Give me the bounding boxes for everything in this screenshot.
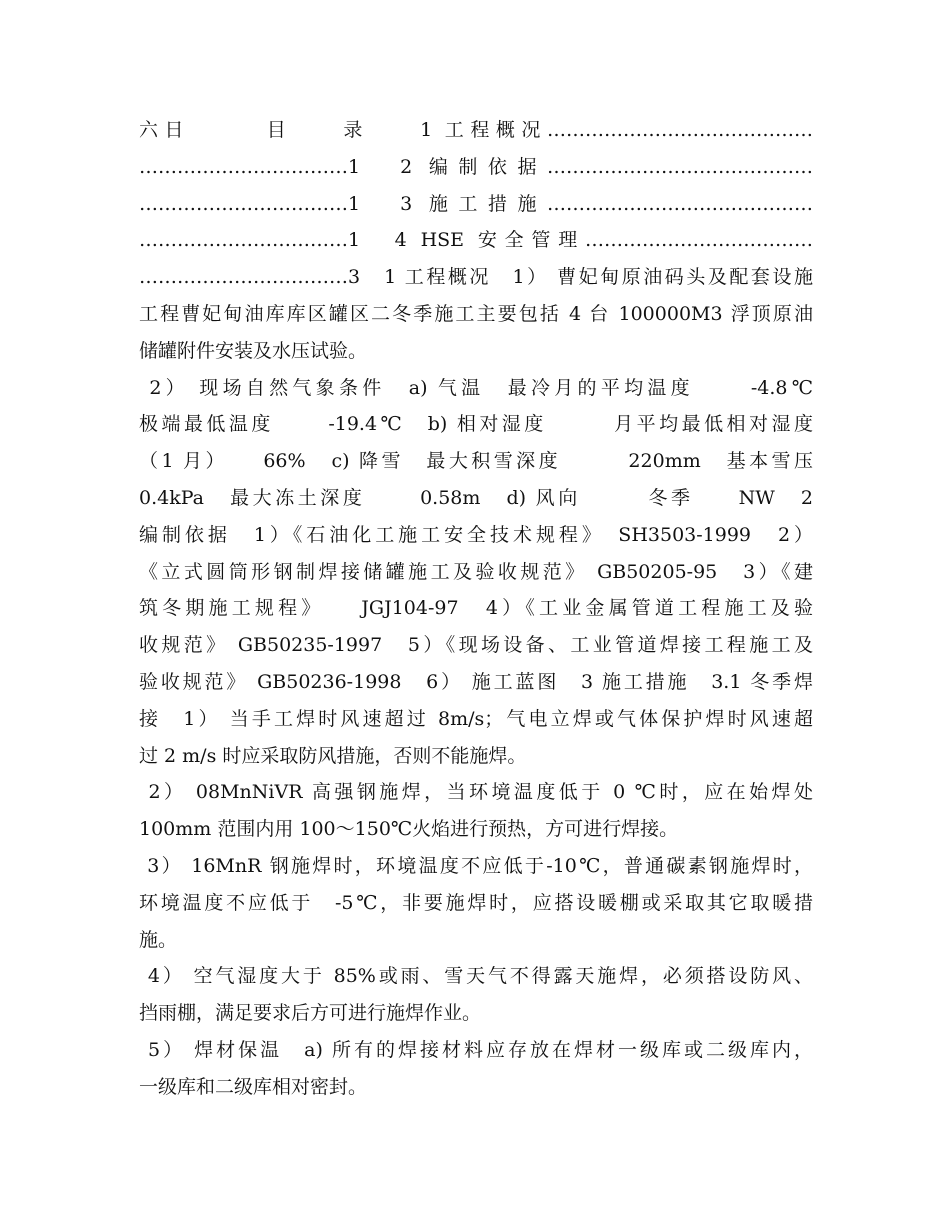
body-line: 过 2 m/s 时应采取防风措施，否则不能施焊。 — [139, 744, 527, 767]
body-line: 3） 16MnR 钢施焊时，环境温度不应低于-10℃，普通碳素钢施焊时， — [139, 854, 813, 877]
body-line: 2） 现场自然气象条件 a) 气温 最冷月的平均温度 -4.8℃ — [139, 376, 813, 399]
body-line: 5） 焊材保温 a) 所有的焊接材料应存放在焊材一级库或二级库内， — [139, 1038, 813, 1061]
body-line: 0.4kPa 最大冻土深度 0.58m d) 风向 冬季 NW 2 — [139, 486, 813, 509]
body-line: 编制依据 1）《石油化工施工安全技术规程》 SH3503-1999 2） — [139, 523, 813, 546]
body-line: 100mm 范围内用 100～150℃火焰进行预热，方可进行焊接。 — [139, 818, 679, 841]
body-line: 一级库和二级库相对密封。 — [139, 1075, 368, 1098]
document-body — [139, 112, 813, 1106]
body-line: 筑冬期施工规程》 JGJ104-97 4）《工业金属管道工程施工及验 — [139, 597, 813, 620]
toc-line: ……………………………1 3 施工措施…………………………………… — [139, 192, 813, 215]
body-line: 环境温度不应低于 -5℃，非要施焊时，应搭设暖棚或采取其它取暖措 — [139, 891, 813, 914]
body-line: 极端最低温度 -19.4℃ b) 相对湿度 月平均最低相对湿度 — [139, 413, 813, 436]
body-line: 接 1） 当手工焊时风速超过 8m/s；气电立焊或气体保护焊时风速超 — [139, 707, 813, 730]
body-line: 工程曹妃甸油库库区罐区二冬季施工主要包括 4 台 100000M3 浮顶原油 — [139, 302, 813, 325]
body-line: 验收规范》 GB50236-1998 6） 施工蓝图 3 施工措施 3.1 冬季焊 — [139, 670, 813, 693]
toc-line: 六日 目 录 1 工程概况…………………………………… — [139, 119, 813, 141]
body-line: 收规范》 GB50235-1997 5）《现场设备、工业管道焊接工程施工及 — [139, 634, 813, 657]
body-line: 储罐附件安装及水压试验。 — [139, 339, 368, 362]
body-line: （1 月） 66% c) 降雪 最大积雪深度 220mm 基本雪压 — [139, 450, 813, 473]
toc-line: ……………………………1 4 HSE 安全管理……………………………… — [139, 229, 813, 252]
toc-line: ……………………………1 2 编制依据…………………………………… — [139, 155, 813, 178]
body-line: ……………………………3 1 工程概况 1） 曹妃甸原油码头及配套设施 — [139, 266, 813, 289]
body-line: 《立式圆筒形钢制焊接储罐施工及验收规范》 GB50205-95 3）《建 — [139, 560, 813, 583]
body-line: 2） 08MnNiVR 高强钢施焊，当环境温度低于 0 ℃时，应在始焊处 — [139, 781, 813, 804]
body-line: 4） 空气湿度大于 85%或雨、雪天气不得露天施焊，必须搭设防风、 — [139, 965, 813, 988]
body-line: 施。 — [139, 928, 178, 951]
body-line: 挡雨棚，满足要求后方可进行施焊作业。 — [139, 1002, 482, 1025]
